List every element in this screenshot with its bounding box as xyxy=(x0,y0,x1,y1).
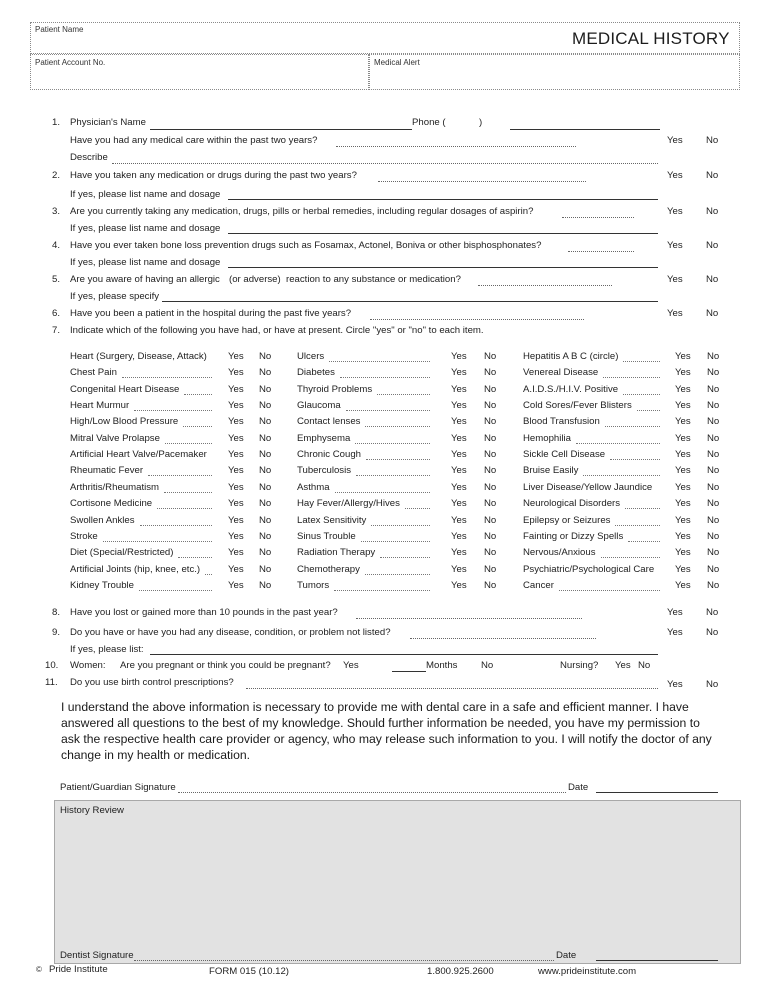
q2-sub: If yes, please list name and dosage xyxy=(70,189,221,200)
condition-no[interactable]: No xyxy=(707,482,720,493)
q10-months-label: Months xyxy=(426,660,458,671)
q3-sub: If yes, please list name and dosage xyxy=(70,223,221,234)
condition-no[interactable]: No xyxy=(707,351,720,362)
condition-label: Thyroid Problems xyxy=(297,384,373,395)
condition-no[interactable]: No xyxy=(484,416,497,427)
condition-label: Rheumatic Fever xyxy=(70,465,144,476)
condition-label: Chemotherapy xyxy=(297,564,360,575)
condition-no[interactable]: No xyxy=(484,498,497,509)
condition-no[interactable]: No xyxy=(259,433,272,444)
condition-yes[interactable]: Yes xyxy=(451,384,467,395)
q11-no[interactable]: No xyxy=(706,679,719,690)
condition-label: Artificial Joints (hip, knee, etc.) xyxy=(70,564,201,575)
q4-no[interactable]: No xyxy=(706,240,719,251)
q2-number: 2. xyxy=(52,170,61,181)
condition-no[interactable]: No xyxy=(484,433,497,444)
q1-number: 1. xyxy=(52,117,61,128)
footer-form-number: FORM 015 (10.12) xyxy=(209,966,289,977)
condition-leader xyxy=(356,475,430,476)
condition-label: Venereal Disease xyxy=(523,367,599,378)
condition-yes[interactable]: Yes xyxy=(228,384,244,395)
condition-no[interactable]: No xyxy=(707,564,720,575)
condition-label: High/Low Blood Pressure xyxy=(70,416,179,427)
condition-label: Epilepsy or Seizures xyxy=(523,515,611,526)
condition-yes[interactable]: Yes xyxy=(228,433,244,444)
condition-leader xyxy=(164,492,212,493)
condition-yes[interactable]: Yes xyxy=(451,367,467,378)
q8-number: 8. xyxy=(52,607,61,618)
condition-yes[interactable]: Yes xyxy=(451,564,467,575)
q6-leader xyxy=(370,319,584,320)
footer-org: Pride Institute xyxy=(49,964,108,975)
condition-no[interactable]: No xyxy=(259,498,272,509)
condition-no[interactable]: No xyxy=(484,400,497,411)
q1-phone-label: Phone ( xyxy=(412,117,446,128)
condition-leader xyxy=(583,475,660,476)
q4-number: 4. xyxy=(52,240,61,251)
condition-yes[interactable]: Yes xyxy=(451,351,467,362)
q11-text: Do you use birth control prescriptions? xyxy=(70,677,234,688)
q1-no[interactable]: No xyxy=(706,135,719,146)
condition-yes[interactable]: Yes xyxy=(228,351,244,362)
q5-number: 5. xyxy=(52,274,61,285)
condition-label: Liver Disease/Yellow Jaundice xyxy=(523,482,653,493)
q10-number: 10. xyxy=(45,660,59,671)
q3-number: 3. xyxy=(52,206,61,217)
q3-dosage-field[interactable] xyxy=(228,233,658,234)
condition-yes[interactable]: Yes xyxy=(451,416,467,427)
condition-leader xyxy=(623,361,660,362)
q1-physician-label: Physician's Name xyxy=(70,117,146,128)
condition-no[interactable]: No xyxy=(484,384,497,395)
q2-dosage-field[interactable] xyxy=(228,199,658,200)
q5-sub: If yes, please specify xyxy=(70,291,160,302)
condition-label: Radiation Therapy xyxy=(297,547,376,558)
condition-no[interactable]: No xyxy=(707,433,720,444)
q9-list-field[interactable] xyxy=(150,654,658,655)
q1-describe-field[interactable] xyxy=(112,163,658,164)
condition-label: Heart Murmur xyxy=(70,400,130,411)
condition-leader xyxy=(346,410,430,411)
condition-leader xyxy=(377,394,430,395)
q9-number: 9. xyxy=(52,627,61,638)
condition-yes[interactable]: Yes xyxy=(228,498,244,509)
condition-yes[interactable]: Yes xyxy=(228,367,244,378)
condition-leader xyxy=(380,557,430,558)
condition-yes[interactable]: Yes xyxy=(675,482,691,493)
q9-text: Do you have or have you had any disease, condition, or problem not listed? xyxy=(70,627,391,638)
condition-leader xyxy=(405,508,430,509)
q9-leader xyxy=(410,638,596,639)
condition-leader xyxy=(576,443,660,444)
condition-leader xyxy=(205,574,212,575)
q4-dosage-field[interactable] xyxy=(228,267,658,268)
condition-no[interactable]: No xyxy=(259,449,272,460)
q9-sub: If yes, please list: xyxy=(70,644,144,655)
dentist-signature-label: Dentist Signature xyxy=(60,950,134,961)
condition-leader xyxy=(623,394,660,395)
condition-leader xyxy=(157,508,212,509)
condition-leader xyxy=(329,361,430,362)
condition-label: Cancer xyxy=(523,580,554,591)
condition-yes[interactable]: Yes xyxy=(451,400,467,411)
condition-label: Congenital Heart Disease xyxy=(70,384,180,395)
condition-label: Stroke xyxy=(70,531,98,542)
q9-yes[interactable]: Yes xyxy=(667,627,683,638)
condition-yes[interactable]: Yes xyxy=(451,580,467,591)
dentist-date-field[interactable] xyxy=(596,960,718,961)
condition-no[interactable]: No xyxy=(484,515,497,526)
q9-no[interactable]: No xyxy=(706,627,719,638)
condition-label: Cortisone Medicine xyxy=(70,498,153,509)
condition-leader xyxy=(628,541,660,542)
q6-text: Have you been a patient in the hospital during the past five years? xyxy=(70,308,352,319)
condition-no[interactable]: No xyxy=(707,498,720,509)
condition-yes[interactable]: Yes xyxy=(675,400,691,411)
condition-no[interactable]: No xyxy=(484,351,497,362)
condition-yes[interactable]: Yes xyxy=(675,465,691,476)
q4-sub: If yes, please list name and dosage xyxy=(70,257,221,268)
condition-no[interactable]: No xyxy=(259,580,272,591)
q3-text: Are you currently taking any medication, drugs, pills or herbal remedies, including regular dosages of aspirin? xyxy=(70,206,534,217)
q10-months-field[interactable] xyxy=(392,671,426,672)
condition-no[interactable]: No xyxy=(259,547,272,558)
condition-leader xyxy=(134,410,212,411)
condition-yes[interactable]: Yes xyxy=(451,498,467,509)
physician-name-field[interactable] xyxy=(150,129,412,130)
q10-text: Are you pregnant or think you could be pregnant? xyxy=(120,660,331,671)
condition-no[interactable]: No xyxy=(484,482,497,493)
q1-phone-close: ) xyxy=(479,117,483,128)
condition-no[interactable]: No xyxy=(707,400,720,411)
condition-no[interactable]: No xyxy=(259,564,272,575)
q10-yes[interactable]: Yes xyxy=(343,660,359,671)
footer-phone: 1.800.925.2600 xyxy=(427,966,494,977)
patient-name-label: Patient Name xyxy=(35,25,84,34)
condition-leader xyxy=(139,590,212,591)
q4-text: Have you ever taken bone loss prevention drugs such as Fosamax, Actonel, Boniva or other bisphosphonates? xyxy=(70,240,542,251)
consent-statement: I understand the above information is necessary to provide me with dental care in a safe and efficient manner. I have answered all questions to the best of my knowledge. Should further information be needed, you have my permission to ask the respective health care provider or agency, who may release such information to you. I will notify the doctor of any change in my health or medication. xyxy=(61,700,712,762)
history-review-box[interactable] xyxy=(54,800,741,964)
condition-label: Hay Fever/Allergy/Hives xyxy=(297,498,400,509)
condition-label: Arthritis/Rheumatism xyxy=(70,482,160,493)
patient-signature-field[interactable] xyxy=(178,792,566,793)
q4-leader xyxy=(568,251,634,252)
condition-no[interactable]: No xyxy=(707,531,720,542)
condition-no[interactable]: No xyxy=(707,449,720,460)
condition-leader xyxy=(122,377,212,378)
condition-no[interactable]: No xyxy=(484,367,497,378)
q2-no[interactable]: No xyxy=(706,170,719,181)
condition-no[interactable]: No xyxy=(259,416,272,427)
condition-leader xyxy=(366,459,430,460)
condition-leader xyxy=(625,508,660,509)
condition-label: Artificial Heart Valve/Pacemaker xyxy=(70,449,207,460)
q6-number: 6. xyxy=(52,308,61,319)
condition-no[interactable]: No xyxy=(707,547,720,558)
dentist-signature-field[interactable] xyxy=(134,960,554,961)
q5-specify-field[interactable] xyxy=(162,301,658,302)
condition-leader xyxy=(334,590,430,591)
q1-care-question: Have you had any medical care within the past two years? xyxy=(70,135,318,146)
condition-label: Bruise Easily xyxy=(523,465,579,476)
q5-yes[interactable]: Yes xyxy=(667,274,683,285)
condition-yes[interactable]: Yes xyxy=(675,416,691,427)
q10-nursing-no[interactable]: No xyxy=(638,660,651,671)
q8-text: Have you lost or gained more than 10 pounds in the past year? xyxy=(70,607,338,618)
q8-yes[interactable]: Yes xyxy=(667,607,683,618)
condition-label: Emphysema xyxy=(297,433,351,444)
condition-label: Swollen Ankles xyxy=(70,515,135,526)
condition-label: Fainting or Dizzy Spells xyxy=(523,531,624,542)
q6-yes[interactable]: Yes xyxy=(667,308,683,319)
physician-phone-field[interactable] xyxy=(510,129,660,130)
condition-label: Glaucoma xyxy=(297,400,341,411)
condition-leader xyxy=(371,525,430,526)
condition-no[interactable]: No xyxy=(484,449,497,460)
condition-yes[interactable]: Yes xyxy=(228,547,244,558)
condition-leader xyxy=(103,541,212,542)
q1-leader xyxy=(336,146,576,147)
q8-no[interactable]: No xyxy=(706,607,719,618)
q8-leader xyxy=(356,618,582,619)
condition-no[interactable]: No xyxy=(484,564,497,575)
q2-text: Have you taken any medication or drugs during the past two years? xyxy=(70,170,357,181)
condition-label: Chronic Cough xyxy=(297,449,361,460)
condition-label: Psychiatric/Psychological Care xyxy=(523,564,655,575)
condition-yes[interactable]: Yes xyxy=(451,547,467,558)
condition-label: Blood Transfusion xyxy=(523,416,600,427)
condition-yes[interactable]: Yes xyxy=(675,384,691,395)
condition-leader xyxy=(365,574,430,575)
q10-nursing-yes[interactable]: Yes xyxy=(615,660,631,671)
condition-yes[interactable]: Yes xyxy=(675,498,691,509)
condition-leader xyxy=(637,410,660,411)
condition-yes[interactable]: Yes xyxy=(451,515,467,526)
condition-label: Kidney Trouble xyxy=(70,580,134,591)
condition-leader xyxy=(355,443,430,444)
condition-label: Tumors xyxy=(297,580,330,591)
condition-label: Nervous/Anxious xyxy=(523,547,596,558)
condition-leader xyxy=(365,426,430,427)
condition-label: Ulcers xyxy=(297,351,325,362)
q11-yes[interactable]: Yes xyxy=(667,679,683,690)
q5-leader xyxy=(478,285,612,286)
condition-label: Tuberculosis xyxy=(297,465,352,476)
condition-label: Chest Pain xyxy=(70,367,117,378)
condition-no[interactable]: No xyxy=(259,367,272,378)
condition-no[interactable]: No xyxy=(259,465,272,476)
condition-no[interactable]: No xyxy=(484,531,497,542)
condition-yes[interactable]: Yes xyxy=(228,531,244,542)
condition-yes[interactable]: Yes xyxy=(675,564,691,575)
condition-no[interactable]: No xyxy=(484,580,497,591)
condition-leader xyxy=(140,525,212,526)
condition-yes[interactable]: Yes xyxy=(228,580,244,591)
q1-describe-label: Describe xyxy=(70,152,108,163)
page-title: MEDICAL HISTORY xyxy=(572,29,730,48)
q11-leader xyxy=(246,688,658,689)
condition-leader xyxy=(605,426,660,427)
condition-no[interactable]: No xyxy=(707,580,720,591)
q5-text-b: (or adverse) xyxy=(229,274,281,285)
condition-label: Sinus Trouble xyxy=(297,531,356,542)
condition-label: Latex Sensitivity xyxy=(297,515,367,526)
condition-yes[interactable]: Yes xyxy=(228,465,244,476)
condition-label: Diet (Special/Restricted) xyxy=(70,547,174,558)
condition-leader xyxy=(183,426,212,427)
condition-label: Heart (Surgery, Disease, Attack) xyxy=(70,351,207,362)
condition-yes[interactable]: Yes xyxy=(451,482,467,493)
condition-yes[interactable]: Yes xyxy=(228,482,244,493)
condition-label: A.I.D.S./H.I.V. Positive xyxy=(523,384,619,395)
q7-text: Indicate which of the following you have had, or have at present. Circle "yes" or "no" to each item. xyxy=(70,325,484,336)
condition-label: Diabetes xyxy=(297,367,335,378)
condition-yes[interactable]: Yes xyxy=(228,564,244,575)
condition-label: Hemophilia xyxy=(523,433,571,444)
condition-no[interactable]: No xyxy=(484,465,497,476)
condition-yes[interactable]: Yes xyxy=(228,515,244,526)
condition-label: Contact lenses xyxy=(297,416,361,427)
q1-yes[interactable]: Yes xyxy=(667,135,683,146)
condition-no[interactable]: No xyxy=(707,384,720,395)
condition-no[interactable]: No xyxy=(259,531,272,542)
q5-text-c: reaction to any substance or medication? xyxy=(286,274,461,285)
condition-yes[interactable]: Yes xyxy=(228,400,244,411)
q5-no[interactable]: No xyxy=(706,274,719,285)
medical-alert-box[interactable] xyxy=(369,54,740,90)
condition-yes[interactable]: Yes xyxy=(228,416,244,427)
condition-yes[interactable]: Yes xyxy=(228,449,244,460)
condition-leader xyxy=(184,394,212,395)
dentist-date-label: Date xyxy=(556,950,577,961)
patient-account-label: Patient Account No. xyxy=(35,58,106,67)
q7-number: 7. xyxy=(52,325,61,336)
medical-alert-label: Medical Alert xyxy=(374,58,420,67)
footer-website: www.prideinstitute.com xyxy=(538,966,637,977)
condition-no[interactable]: No xyxy=(259,482,272,493)
condition-leader xyxy=(559,590,660,591)
condition-yes[interactable]: Yes xyxy=(675,433,691,444)
condition-yes[interactable]: Yes xyxy=(675,547,691,558)
condition-label: Asthma xyxy=(297,482,330,493)
condition-yes[interactable]: Yes xyxy=(675,515,691,526)
condition-no[interactable]: No xyxy=(259,351,272,362)
q3-leader xyxy=(562,217,634,218)
q3-yes[interactable]: Yes xyxy=(667,206,683,217)
patient-date-field[interactable] xyxy=(596,792,718,793)
q2-yes[interactable]: Yes xyxy=(667,170,683,181)
condition-leader xyxy=(601,557,660,558)
q2-leader xyxy=(378,181,586,182)
condition-label: Mitral Valve Prolapse xyxy=(70,433,160,444)
condition-label: Cold Sores/Fever Blisters xyxy=(523,400,632,411)
condition-no[interactable]: No xyxy=(259,515,272,526)
q5-text-a: Are you aware of having an allergic xyxy=(70,274,220,285)
condition-no[interactable]: No xyxy=(259,400,272,411)
q4-yes[interactable]: Yes xyxy=(667,240,683,251)
condition-yes[interactable]: Yes xyxy=(451,433,467,444)
q3-no[interactable]: No xyxy=(706,206,719,217)
condition-yes[interactable]: Yes xyxy=(675,351,691,362)
condition-yes[interactable]: Yes xyxy=(675,531,691,542)
patient-date-label: Date xyxy=(568,782,589,793)
q11-number: 11. xyxy=(45,677,58,688)
condition-yes[interactable]: Yes xyxy=(675,580,691,591)
condition-label: Hepatitis A B C (circle) xyxy=(523,351,619,362)
condition-yes[interactable]: Yes xyxy=(675,449,691,460)
copyright-icon: © xyxy=(36,965,42,974)
condition-leader xyxy=(610,459,660,460)
condition-leader xyxy=(148,475,212,476)
condition-yes[interactable]: Yes xyxy=(451,465,467,476)
condition-leader xyxy=(165,443,212,444)
condition-label: Sickle Cell Disease xyxy=(523,449,606,460)
q10-nursing-label: Nursing? xyxy=(560,660,599,671)
condition-yes[interactable]: Yes xyxy=(451,531,467,542)
condition-leader xyxy=(335,492,430,493)
history-review-title: History Review xyxy=(60,805,124,816)
condition-yes[interactable]: Yes xyxy=(451,449,467,460)
condition-no[interactable]: No xyxy=(259,384,272,395)
condition-no[interactable]: No xyxy=(707,367,720,378)
patient-signature-label: Patient/Guardian Signature xyxy=(60,782,176,793)
condition-no[interactable]: No xyxy=(707,416,720,427)
condition-label: Neurological Disorders xyxy=(523,498,621,509)
condition-yes[interactable]: Yes xyxy=(675,367,691,378)
q10-women-label: Women: xyxy=(70,660,106,671)
condition-leader xyxy=(615,525,660,526)
condition-leader xyxy=(178,557,212,558)
q6-no[interactable]: No xyxy=(706,308,719,319)
condition-no[interactable]: No xyxy=(707,515,720,526)
condition-leader xyxy=(603,377,660,378)
condition-no[interactable]: No xyxy=(484,547,497,558)
condition-leader xyxy=(340,377,430,378)
condition-leader xyxy=(361,541,430,542)
condition-no[interactable]: No xyxy=(707,465,720,476)
q10-no[interactable]: No xyxy=(481,660,494,671)
